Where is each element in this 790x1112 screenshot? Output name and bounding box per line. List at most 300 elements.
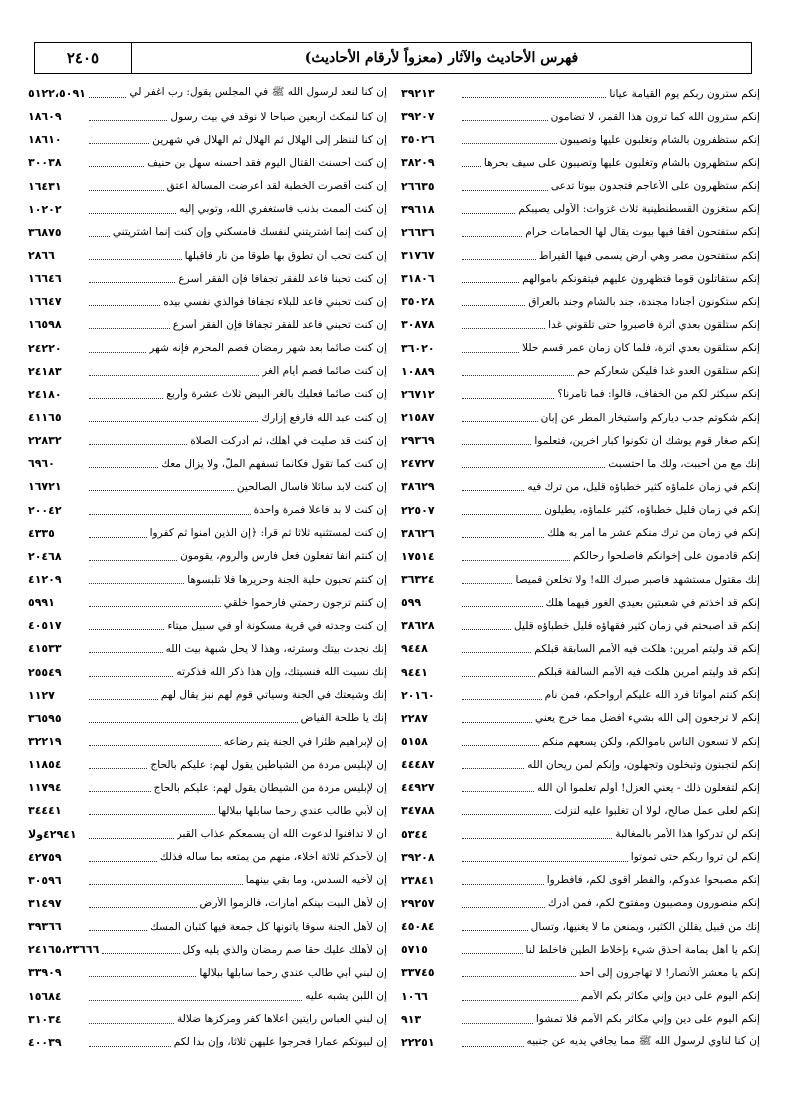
hadith-text: إنكم ستلقون بعدي أثرة فاصبروا حتى تلقوني غدا [548,318,760,331]
hadith-text: إنك وشيعتك في الجنة وسيأتي قوم لهم نبز يقال لهم [160,689,387,702]
index-entry [401,637,760,660]
hadith-text: إن كنتم ترجون رحمتي فارحموا خلقي [223,596,387,609]
hadith-text: إن لبيوتكم عمارا فحرجوا عليهن ثلاثا، وإن بدا لكم [173,1036,387,1049]
dot-leader [89,598,221,607]
index-entry [401,892,760,915]
index-entry [28,591,387,614]
hadith-reference-number: ٢٨٦٦ [28,249,55,263]
hadith-text: إن لأهلك عليك حقاً صم رمضان والذي يليه وكل [182,943,387,956]
index-entry [28,244,387,267]
dot-leader [462,575,512,584]
index-entry [401,684,760,707]
hadith-text: إنكم قد أخذتم في شعبتين بعيدي الغور فيهما هلك [545,596,760,609]
index-entry [28,290,387,313]
hadith-reference-number: ٢٤٢٢٠ [28,341,62,355]
index-entry [401,545,760,568]
dot-leader [462,274,519,283]
hadith-text: إن لإبليس مردة من الشياطين يقول لهم: عليكم بالحاج [150,758,387,771]
hadith-text: إنكم اليوم على دين وإني مكاثر بكم الأمم [580,990,760,1003]
index-entry [401,429,760,452]
dot-leader [462,806,551,815]
index-entry [28,221,387,244]
index-entry [401,290,760,313]
hadith-text: إن كنت كما تقول فكأنما تسفهم الملّ، ولا يزال معك [161,457,387,470]
hadith-text: إن كنت صائما بعد شهر رمضان فصم المحرم فإنه شهر [149,342,387,355]
page-number: ٢٤٠٥ [35,43,132,73]
dot-leader [462,529,544,538]
index-entry [28,522,387,545]
hadith-text: إنك مقتول مستشهد فاصبر صبرك الله! ولا تخلعن قميصا [515,573,760,586]
index-entry [28,730,387,753]
index-entry [28,614,387,637]
dot-leader [89,876,243,885]
index-entry [28,753,387,776]
hadith-reference-number: ٩٤٤١ [401,665,428,679]
hadith-reference-number: ٣٨٦٢٦ [401,526,435,540]
hadith-text: إنكم سترون الله كما ترون هذا القمر، لا تضامون [550,110,760,123]
dot-leader [89,668,173,677]
hadith-reference-number: ٢٢٢٥١ [401,1035,435,1049]
dot-leader [462,644,531,653]
dot-leader [462,320,545,329]
dot-leader [89,89,126,98]
page-header [34,42,752,74]
index-entry [28,360,387,383]
hadith-text: إن لأخيه السدس، وما بقي بينهما [245,874,387,887]
dot-leader [89,112,167,121]
hadith-text: إن كنا لنعد لرسول الله ﷺ في المجلس يقول: رب اغفر لي [129,86,387,99]
hadith-reference-number: ٢١٥٨٧ [401,411,435,425]
index-entry [401,360,760,383]
hadith-text: إن لأهل البيت بينكم أمارات، فالزموا الأرض [199,897,387,910]
hadith-text: إنكم ستكونون أجنادا مجندة، جند بالشام وجند بالعراق [528,295,760,308]
hadith-text: إن كنت تحب أن تطوق بها طوقا من نار فاقبلها [184,249,387,262]
hadith-reference-number: ٣٨٦٢٩ [401,480,435,494]
dot-leader [462,506,541,515]
index-entry [28,684,387,707]
hadith-reference-number: ٢٤١٨٣ [28,364,62,378]
hadith-text: إنكم صغار قوم يوشك أن تكونوا كبار آخرين، فتعلموا [534,434,760,447]
dot-leader [462,482,524,491]
hadith-text: إنكم قد وليتم أمرين هلكت فيه الأمم السالفة قبلكم [537,666,760,679]
hadith-text: إن كنا لنأوي لرسول الله ﷺ مما يجافي يديه عن جنبيه [526,1034,760,1047]
index-entry [28,105,387,128]
dot-leader [462,436,531,445]
hadith-text: إنكم سيكثر لكم من الخفاف، قالوا: فما تأمرنا؟ [557,388,760,401]
hadith-text: إن كنت صائما فصم أيام الغر [262,365,387,378]
hadith-text: إنكم ستظهرون على الأعاجم فتجدون بيوتا تدعى [550,180,760,193]
hadith-reference-number: ٣٦٣٢٤ [401,573,435,587]
hadith-reference-number: ٣١٨٠٦ [401,272,435,286]
dot-leader [462,158,481,167]
hadith-text: إن لإبليس مردة من الشيطان يقول لهم: عليكم بالحاج [153,781,387,794]
hadith-text: إنك يا طلحة الفياض [300,712,387,725]
hadith-text: إنك نسيت الله فنسيتك، وإن هذا ذكر الله فذكرته [176,666,387,679]
dot-leader [462,945,523,954]
hadith-text: إن كنت عبد الله فارفع إزارك [261,411,387,424]
dot-leader [89,899,197,908]
index-entry [28,984,387,1007]
hadith-text: إنكم لتجبنون وتبخلون وتجهلون، وإنكم لمن ريحان الله [527,758,760,771]
dot-leader [89,714,298,723]
dot-leader [462,714,532,723]
index-entry [401,938,760,961]
index-entry [28,475,387,498]
hadith-reference-number: ٣٩٣٦٦ [28,920,62,934]
index-entry [28,383,387,406]
hadith-reference-number: ٢٢٨٧ [401,711,428,725]
dot-leader [462,968,576,977]
dot-leader [462,598,543,607]
hadith-text: إن كنتم آنفا تفعلون فعل فارس والروم، يقومون [180,550,387,563]
hadith-reference-number: ٣٥٠٢٨ [401,295,435,309]
hadith-reference-number: ٣٨٢٠٩ [401,156,435,170]
index-entry [401,984,760,1007]
hadith-reference-number: ١١٧٩٤ [28,781,62,795]
index-entry [401,383,760,406]
hadith-text: إنكم شكوتم جدب دياركم واستيخار المطر عن إبان [540,411,760,424]
index-columns [28,82,760,1112]
hadith-reference-number: ٣٨٦٢٨ [401,619,435,633]
hadith-text: إن لبني العباس رايتين أعلاها كفر ومركزها ضلالة [176,1013,387,1026]
index-entry [401,175,760,198]
hadith-text: إنكم ستفتحون مصر وهي أرض يسمى فيها القيراط [538,249,760,262]
index-entry [401,198,760,221]
hadith-text: إن لإبراهيم ظئرا في الجنة يتم رضاعه [223,735,387,748]
hadith-text: إنكم ستظفرون بالشام وتغلبون عليها وتصيبون [559,133,760,146]
dot-leader [89,320,170,329]
index-entry [401,730,760,753]
hadith-text: إنكم لا ترجعون إلى الله بشيء أفضل مما خرج يعني [535,712,760,725]
hadith-reference-number: ٣٢٢١٩ [28,735,62,748]
index-entry [401,82,760,105]
hadith-reference-number: ٣٣٩٠٩ [28,966,62,980]
dot-leader [462,390,554,399]
dot-leader [89,135,149,144]
hadith-text: إنكم في زمان علماؤه كثير خطباؤه قليل، من ترك فيه [527,480,760,493]
dot-leader [89,760,147,769]
hadith-reference-number: ٢٠٤٦٨ [28,549,62,563]
hadith-reference-number: ٤٤٩٢٧ [401,781,435,795]
dot-leader [102,945,179,954]
hadith-reference-number: ١٠٦٦ [401,989,428,1003]
hadith-reference-number: ١١٨٥٤ [28,758,62,772]
dot-leader [89,205,176,214]
index-entry [401,1008,760,1031]
hadith-reference-number: ١٦٦٤٦ [28,272,62,286]
index-entry [401,614,760,637]
left-column [28,82,387,1112]
hadith-text: إنكم منصورون ومصيبون ومفتوح لكم، فمن أدرك [547,897,760,910]
dot-leader [89,922,147,931]
hadith-text: إنك من قبيل يقللن الكثير، ويمنعن ما لا يغنيها، وتسأل [530,920,760,933]
hadith-text: إنكم لن تدركوا هذا الأمر بالمغالبة [615,828,760,841]
hadith-text: إن كنت إنما اشتريتني لنفسك فأمسكني وإن كنت إنما اشتريتني [112,226,387,239]
dot-leader [89,274,175,283]
hadith-reference-number: ٥١٥٨ [401,735,428,748]
hadith-text: إنكم لا تسعون الناس بأموالكم، ولكن يسعهم منكم [542,735,760,748]
hadith-reference-number: ٢٦٧١٢ [401,387,435,401]
hadith-reference-number: ٩١٣ [401,1012,422,1026]
dot-leader [462,182,548,191]
hadith-reference-number: ٢٠١٦٠ [401,688,435,702]
hadith-text: إن كنت قد صليت في أهلك، ثم أدركت الصلاة [190,434,387,447]
dot-leader [89,783,151,792]
hadith-text: إنكم قادمون على إخوانكم فأصلحوا رحالكم [572,550,760,563]
dot-leader [89,552,177,561]
hadith-text: إنكم ستفتحون أفقا فيها بيوت يقال لها الحمامات حرام [525,226,760,239]
hadith-reference-number: ٤٥٠٨٤ [401,920,435,934]
hadith-reference-number: ٢٦٦٣٥ [401,179,435,193]
hadith-text: إن كنت أقصرت الخطبة لقد أعرضت المسألة اعتق [166,180,387,193]
hadith-reference-number: ١٠٨٨٩ [401,364,435,378]
hadith-text: إن اللبن يشبه عليه [305,990,387,1003]
hadith-reference-number: ٢٠٠٤٢ [28,503,62,517]
hadith-text: إنكم لن تروا ربكم حتى تموتوا [630,851,760,864]
hadith-reference-number: ١٦٦٤٧ [28,295,62,309]
hadith-text: إن لأبي طالب عندي رحما سأبلها ببلالها [218,804,387,817]
hadith-reference-number: ١١٢٧ [28,688,55,702]
hadith-text: إن كنت أحسنت القتال اليوم فقد أحسنه سهل بن حنيف [147,156,387,169]
index-entry [28,1008,387,1031]
dot-leader [89,413,258,422]
hadith-text: إنكم ستظهرون بالشام وتغلبون عليها وتصيبون على سيف بحرها [483,156,760,169]
index-entry [401,221,760,244]
index-entry [28,406,387,429]
hadith-reference-number: ٣٤٤٤١ [28,804,62,818]
dot-leader [89,158,144,167]
dot-leader [462,112,548,121]
index-entry [28,846,387,869]
dot-leader [89,737,221,746]
hadith-reference-number: ٣٠٥٩٦ [28,873,62,887]
dot-leader [462,552,570,561]
index-entry [401,1031,760,1054]
index-entry [28,915,387,938]
hadith-reference-number: ٣٠٨٧٨ [401,318,435,332]
hadith-text: إنك نجدت بيتك وسترته، وهذا لا يحل شبهة بيت الله [165,642,387,655]
dot-leader [89,390,163,399]
dot-leader [462,621,511,630]
hadith-reference-number: ٢٢٥٠٧ [401,503,435,517]
index-entry [401,753,760,776]
hadith-reference-number: ٤١١٦٥ [28,411,62,425]
hadith-text: إن لأهل الجنة سوقا يأتونها كل جمعة فيها كثبان المسك [150,920,387,933]
hadith-reference-number: ٤١٥٣٣ [28,642,62,656]
dot-leader [89,853,157,862]
hadith-reference-number: ٢٤٧٢٧ [401,457,435,471]
hadith-text: إنكم كنتم أمواتا فرد الله عليكم أرواحكم، فمن نام [544,689,760,702]
dot-leader [462,737,539,746]
index-entry [28,198,387,221]
index-entry [401,406,760,429]
hadith-text: إن كنا لننظر إلى الهلال ثم الهلال ثم الهلال في شهرين [152,133,387,146]
hadith-reference-number: ٢٩٣٦٩ [401,434,435,448]
dot-leader [89,968,196,977]
hadith-reference-number: ٣٤٧٨٨ [401,804,435,818]
index-entry [28,313,387,336]
hadith-reference-number: ٣٩٢٠٨ [401,850,435,864]
index-entry [28,568,387,591]
hadith-reference-number: ٣٣٧٤٥ [401,966,435,980]
index-entry [401,568,760,591]
index-entry [401,267,760,290]
hadith-reference-number: ١٨٦١٠ [28,133,62,147]
index-entry [401,823,760,846]
dot-leader [462,992,578,1001]
hadith-reference-number: ٤٢٧٥٩ [28,850,62,864]
hadith-text: إنكم ستلقون العدو غدا فليكن شعاركم حم [577,365,760,378]
dot-leader [462,297,525,306]
index-entry [401,869,760,892]
hadith-text: إن كنت لابد سائلا فاسأل الصالحين [236,480,387,493]
right-column [401,82,760,1112]
hadith-text: إنكم يا معشر الأنصار! لا تهاجرون إلى أحد [579,966,760,979]
index-entry [401,475,760,498]
page-title: فهرس الأحاديث والآثار (معزواً لأرقام الأحاديث) [304,50,579,66]
index-entry [401,452,760,475]
hadith-text: إنكم ستقاتلون قوماً فتظهرون عليهم فيتقونكم بأموالهم [522,272,760,285]
hadith-reference-number: ٤١٢٠٩ [28,573,62,587]
index-entry [28,799,387,822]
hadith-text: إن كنت صائما فعليك بالغر البيض ثلاث عشرة وأربع [166,388,387,401]
hadith-text: إن لبني أبي طالب عندي رحما سأبلها ببلالها [199,966,387,979]
index-entry [28,823,387,846]
hadith-text: إن كنت تحبنا فأعد للفقر تجفافا فإن الفقر أسرع [178,272,387,285]
index-entry [28,545,387,568]
dot-leader [89,459,158,468]
index-entry [28,1031,387,1054]
hadith-reference-number: ٤٠٠٣٩ [28,1035,62,1049]
index-entry [401,915,760,938]
dot-leader [462,853,628,862]
hadith-reference-number: ٢٣٨٤١ [401,873,435,887]
hadith-reference-number: ٣١٠٣٤ [28,1012,62,1026]
dot-leader [89,621,164,630]
hadith-reference-number: ٣٠٠٣٨ [28,156,62,170]
hadith-text: إنكم يا أهل يمامة أحذق شيء بإخلاط الطين فأخلط لنا [525,943,760,956]
hadith-reference-number: ٣٩٦١٨ [401,202,435,216]
index-entry [28,637,387,660]
hadith-reference-number: ١٦٥٩٨ [28,318,62,332]
index-entry [28,707,387,730]
hadith-reference-number: ٣٩٢٠٧ [401,110,435,124]
hadith-reference-number: ٦٩٦٠ [28,457,55,471]
hadith-text: إنكم سترون ربكم يوم القيامة عيانا [609,87,760,100]
index-entry [28,499,387,522]
index-entry [28,892,387,915]
hadith-reference-number: ٣٦٥٩٥ [28,711,62,725]
index-entry [401,337,760,360]
dot-leader [89,482,234,491]
hadith-reference-number: ٥٣٤٤ [401,827,428,841]
hadith-text: إنكم ستلقون بعدي أثرة، فلما كان زمان عمر قسم حللا [522,342,760,355]
dot-leader [89,529,147,538]
index-entry [28,869,387,892]
hadith-reference-number: ١٠٢٠٢ [28,202,62,216]
index-entry [28,82,387,105]
index-entry [28,938,387,961]
hadith-reference-number: ٣٦٨٧٥ [28,225,62,239]
dot-leader [89,506,251,515]
hadith-text: إنكم اليوم على دين وإني مكاثر بكم الأمم فلا تمشوا [535,1013,760,1026]
dot-leader [89,1038,171,1047]
hadith-text: إن كنا لنمكث أربعين صباحا لا نوقد في بيت رسول [170,110,387,123]
dot-leader [89,344,146,353]
index-entry [401,961,760,984]
hadith-text: إن كنتم تحبون حلية الجنة وحريرها فلا تلبسوها [187,573,387,586]
dot-leader [89,182,164,191]
hadith-reference-number: ٥٩٩ [401,596,422,610]
dot-leader [462,830,612,839]
hadith-reference-number: ١٨٦٠٩ [28,110,62,124]
hadith-text: إن كنت ألممت بذنب فاستغفري الله، وتوبي إليه [179,203,387,216]
dot-leader [89,1015,174,1024]
hadith-reference-number: ٢٥٥٤٩ [28,665,62,679]
dot-leader [89,251,182,260]
hadith-reference-number: ٢٩٢٥٧ [401,896,435,910]
index-entry [401,776,760,799]
index-entry [401,151,760,174]
dot-leader [89,228,110,237]
dot-leader [89,806,215,815]
hadith-reference-number: ٩٤٤٨ [401,642,428,656]
hadith-reference-number: ١٦٤٣١ [28,179,62,193]
dot-leader [89,297,160,306]
dot-leader [462,228,522,237]
dot-leader [462,344,519,353]
index-entry [401,707,760,730]
dot-leader [462,760,524,769]
index-entry [401,591,760,614]
index-entry [28,151,387,174]
hadith-text: إن كنت وجدته في قرية مسكونة أو في سبيل ميتاء [167,619,387,632]
hadith-reference-number: ٥٧١٥ [401,943,428,957]
hadith-reference-number: ٢٤١٦٥،٢٣٦٦٦ [28,943,100,957]
page [10,8,780,1103]
hadith-text: إن لأحدكم ثلاثة أخلاء، منهم من يمتعه بما سأله فذلك [159,851,387,864]
dot-leader [89,691,158,700]
index-entry [401,244,760,267]
index-entry [401,313,760,336]
hadith-text: إنكم مصبحوا عدوكم، والفطر أقوى لكم، فأفطروا [546,874,760,887]
dot-leader [89,367,259,376]
dot-leader [462,367,574,376]
hadith-reference-number: ٣٦٠٢٠ [401,341,435,355]
dot-leader [462,922,528,931]
dot-leader [89,830,174,839]
hadith-reference-number: ٢٢٨٣٢ [28,434,62,448]
dot-leader [462,135,557,144]
hadith-reference-number: ٢٤١٨٠ [28,387,62,401]
hadith-reference-number: ٣١٤٩٧ [28,896,62,910]
dot-leader [462,899,545,908]
dot-leader [462,783,534,792]
index-entry [28,961,387,984]
hadith-reference-number: ٤٢٩٤١ولا [28,827,77,841]
hadith-reference-number: ١٧٥١٤ [401,549,435,563]
dot-leader [462,668,535,677]
hadith-reference-number: ٣٩٢١٣ [401,87,435,101]
dot-leader [89,575,184,584]
hadith-text: إنكم قد وليتم أمرين: هلكت فيه الأمم السابقة قبلكم [534,642,760,655]
hadith-reference-number: ٥١٢٢،٥٠٩١ [28,87,86,101]
hadith-reference-number: ٥٩٩١ [28,596,55,610]
index-entry [401,799,760,822]
hadith-text: إنكم في زمان قليل خطباؤه، كثير علماؤه، يطيلون [544,504,760,517]
index-entry [401,661,760,684]
dot-leader [462,1015,533,1024]
